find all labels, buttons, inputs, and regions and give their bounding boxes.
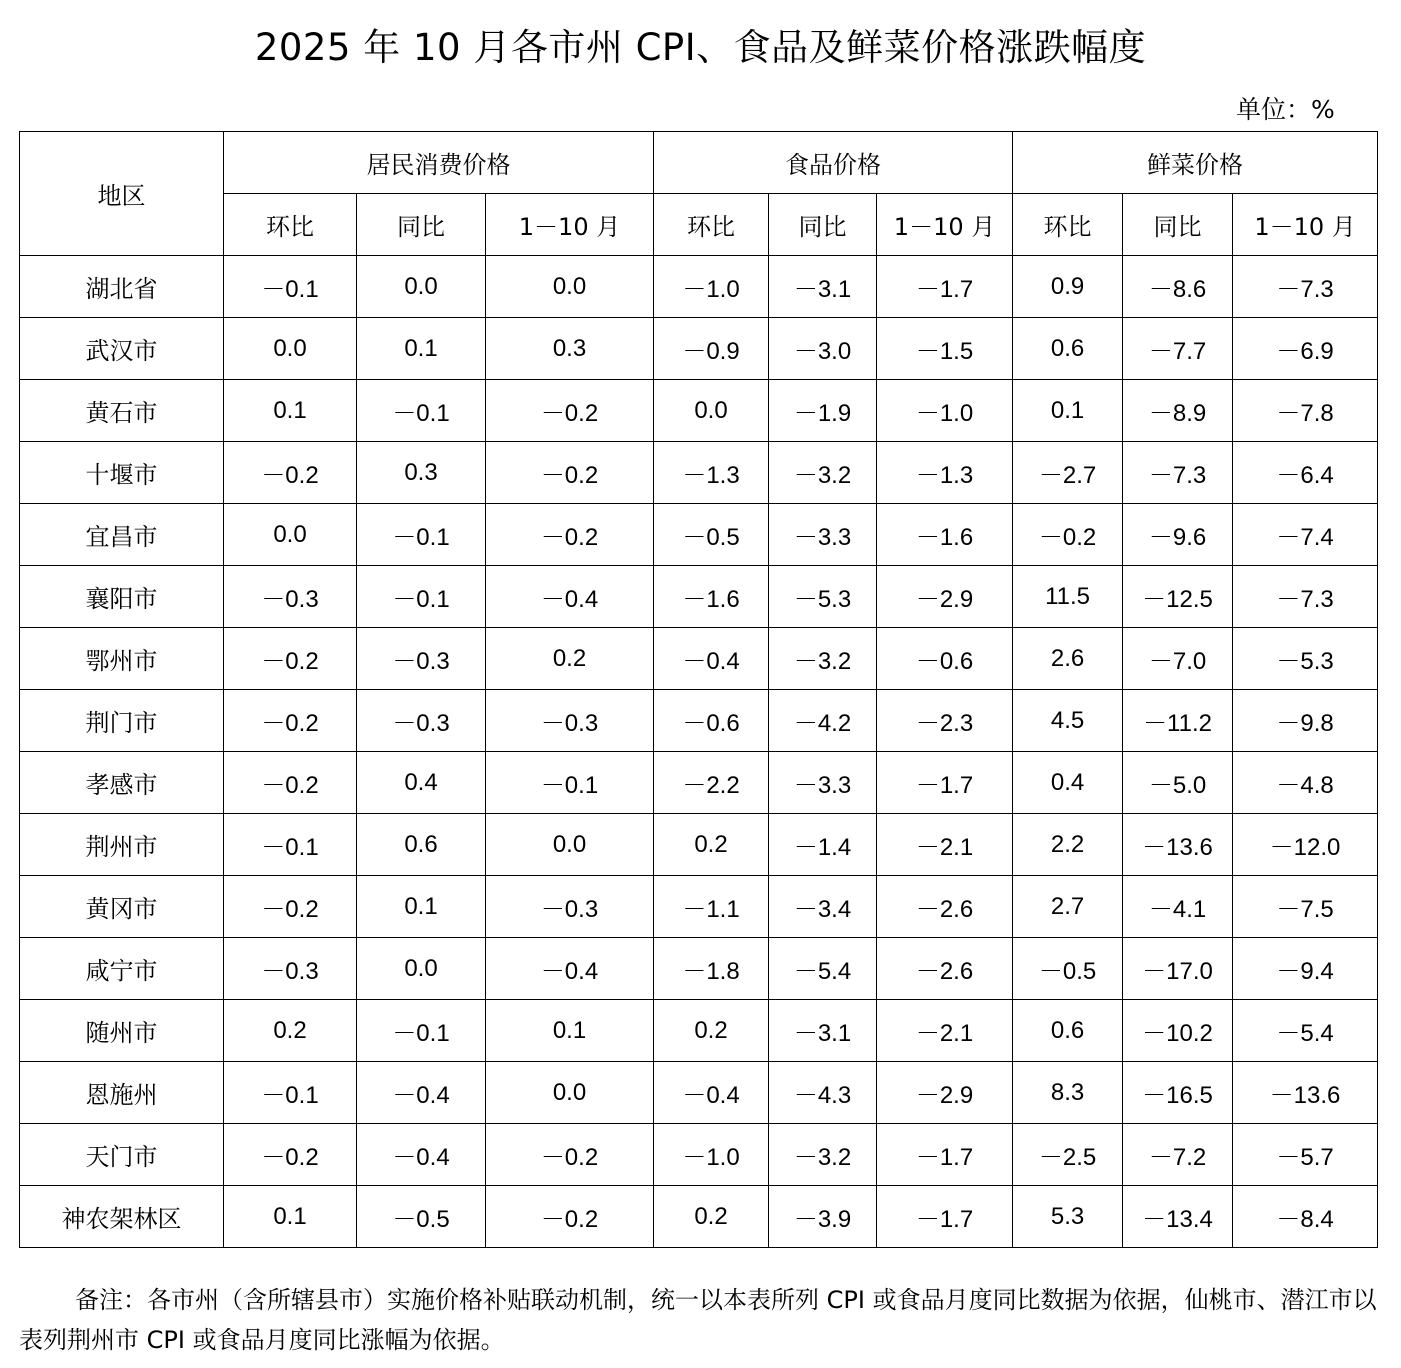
value-cell: －0.2 [1013, 504, 1123, 566]
value-cell: －0.3 [357, 690, 486, 752]
value-cell: 11.5 [1013, 566, 1123, 628]
subheader-mom: 环比 [224, 194, 357, 256]
subheader-ytd: 1－10 月 [877, 194, 1013, 256]
region-cell: 湖北省 [20, 256, 224, 318]
table-row [20, 1186, 1378, 1248]
value-cell: －5.0 [1123, 752, 1233, 814]
value-cell: 0.1 [224, 380, 357, 442]
value-cell: －12.5 [1123, 566, 1233, 628]
value-cell: －0.1 [357, 380, 486, 442]
value-cell: －5.4 [1233, 1000, 1378, 1062]
table-row [20, 876, 1378, 938]
value-cell: 0.0 [224, 504, 357, 566]
value-cell: －0.3 [224, 938, 357, 1000]
value-cell: －1.7 [877, 752, 1013, 814]
value-cell: －1.1 [654, 876, 769, 938]
value-cell: －0.2 [224, 442, 357, 504]
value-cell: －7.8 [1233, 380, 1378, 442]
value-cell: －0.1 [224, 1062, 357, 1124]
value-cell: －16.5 [1123, 1062, 1233, 1124]
value-cell: －0.2 [486, 1124, 654, 1186]
value-cell: 0.1 [1013, 380, 1123, 442]
value-cell: －7.7 [1123, 318, 1233, 380]
value-cell: 0.3 [486, 318, 654, 380]
value-cell: －7.0 [1123, 628, 1233, 690]
value-cell: －1.0 [877, 380, 1013, 442]
region-cell: 孝感市 [20, 752, 224, 814]
value-cell: －7.3 [1233, 256, 1378, 318]
value-cell: －0.2 [486, 504, 654, 566]
value-cell: 0.2 [224, 1000, 357, 1062]
value-cell: －8.9 [1123, 380, 1233, 442]
table-row [20, 1000, 1378, 1062]
value-cell: －6.9 [1233, 318, 1378, 380]
region-cell: 黄石市 [20, 380, 224, 442]
value-cell: 0.0 [486, 256, 654, 318]
table-row [20, 566, 1378, 628]
value-cell: －2.1 [877, 1000, 1013, 1062]
value-cell: －1.7 [877, 1124, 1013, 1186]
value-cell: －2.6 [877, 938, 1013, 1000]
value-cell: －8.4 [1233, 1186, 1378, 1248]
value-cell: －3.3 [769, 504, 877, 566]
value-cell: 0.1 [357, 876, 486, 938]
region-cell: 神农架林区 [20, 1186, 224, 1248]
table-row [20, 690, 1378, 752]
page-title: 2025 年 10 月各市州 CPI、食品及鲜菜价格涨跌幅度 [254, 26, 1147, 69]
table-body [20, 256, 1378, 1248]
region-cell: 咸宁市 [20, 938, 224, 1000]
value-cell: 2.2 [1013, 814, 1123, 876]
value-cell: －0.2 [224, 1124, 357, 1186]
value-cell: －7.2 [1123, 1124, 1233, 1186]
value-cell: －4.1 [1123, 876, 1233, 938]
value-cell: －13.6 [1123, 814, 1233, 876]
region-cell: 宜昌市 [20, 504, 224, 566]
value-cell: －1.7 [877, 256, 1013, 318]
value-cell: －3.4 [769, 876, 877, 938]
value-cell: －5.7 [1233, 1124, 1378, 1186]
value-cell: －7.3 [1123, 442, 1233, 504]
value-cell: －0.3 [486, 690, 654, 752]
value-cell: －3.9 [769, 1186, 877, 1248]
value-cell: －0.1 [357, 504, 486, 566]
footnote: 备注：各市州（含所辖县市）实施价格补贴联动机制，统一以本表所列 CPI 或食品月度同比数据为依据，仙桃市、潜江市以表列荆州市 CPI 或食品月度同比涨幅为依据。 [19, 1286, 1377, 1354]
value-cell: －0.2 [224, 752, 357, 814]
value-cell: －3.3 [769, 752, 877, 814]
value-cell: －2.9 [877, 1062, 1013, 1124]
value-cell: 0.6 [357, 814, 486, 876]
subheader-ytd: 1－10 月 [1233, 194, 1378, 256]
value-cell: 0.6 [1013, 1000, 1123, 1062]
table-row [20, 1062, 1378, 1124]
subheader-mom: 环比 [654, 194, 769, 256]
subheader-yoy: 同比 [1123, 194, 1233, 256]
value-cell: －0.1 [224, 256, 357, 318]
value-cell: －0.1 [224, 814, 357, 876]
value-cell: －0.4 [654, 1062, 769, 1124]
value-cell: 0.0 [654, 380, 769, 442]
value-cell: －0.4 [357, 1062, 486, 1124]
value-cell: －9.4 [1233, 938, 1378, 1000]
region-cell: 襄阳市 [20, 566, 224, 628]
group-header-vegetables: 鲜菜价格 [1013, 132, 1378, 194]
value-cell: 4.5 [1013, 690, 1123, 752]
value-cell: 0.2 [654, 814, 769, 876]
value-cell: 0.3 [357, 442, 486, 504]
value-cell: －0.1 [486, 752, 654, 814]
unit-label: 单位：% [1236, 95, 1335, 124]
table-row [20, 628, 1378, 690]
subheader-ytd: 1－10 月 [486, 194, 654, 256]
value-cell: －3.1 [769, 1000, 877, 1062]
value-cell: －0.3 [357, 628, 486, 690]
value-cell: 2.6 [1013, 628, 1123, 690]
value-cell: －3.2 [769, 628, 877, 690]
table-row [20, 1124, 1378, 1186]
region-cell: 荆门市 [20, 690, 224, 752]
value-cell: －7.4 [1233, 504, 1378, 566]
region-cell: 十堰市 [20, 442, 224, 504]
value-cell: －2.1 [877, 814, 1013, 876]
value-cell: －0.1 [357, 1000, 486, 1062]
value-cell: －0.2 [224, 628, 357, 690]
value-cell: －9.6 [1123, 504, 1233, 566]
value-cell: －2.5 [1013, 1124, 1123, 1186]
region-cell: 天门市 [20, 1124, 224, 1186]
subheader-yoy: 同比 [357, 194, 486, 256]
table-row [20, 256, 1378, 318]
value-cell: 0.1 [224, 1186, 357, 1248]
value-cell: 0.0 [486, 814, 654, 876]
value-cell: －1.3 [654, 442, 769, 504]
region-cell: 黄冈市 [20, 876, 224, 938]
value-cell: －0.5 [1013, 938, 1123, 1000]
value-cell: －1.6 [877, 504, 1013, 566]
value-cell: －0.9 [654, 318, 769, 380]
value-cell: －13.4 [1123, 1186, 1233, 1248]
table-row [20, 752, 1378, 814]
value-cell: 0.2 [654, 1186, 769, 1248]
region-cell: 恩施州 [20, 1062, 224, 1124]
value-cell: －8.6 [1123, 256, 1233, 318]
value-cell: －1.3 [877, 442, 1013, 504]
value-cell: －0.3 [224, 566, 357, 628]
value-cell: 0.2 [486, 628, 654, 690]
table-row [20, 938, 1378, 1000]
value-cell: －0.3 [486, 876, 654, 938]
value-cell: 0.4 [357, 752, 486, 814]
value-cell: －2.9 [877, 566, 1013, 628]
value-cell: －0.1 [357, 566, 486, 628]
value-cell: －1.7 [877, 1186, 1013, 1248]
value-cell: －1.0 [654, 256, 769, 318]
value-cell: 0.1 [486, 1000, 654, 1062]
value-cell: －4.3 [769, 1062, 877, 1124]
value-cell: －0.6 [654, 690, 769, 752]
value-cell: －11.2 [1123, 690, 1233, 752]
value-cell: －2.3 [877, 690, 1013, 752]
value-cell: －3.2 [769, 442, 877, 504]
region-header: 地区 [20, 132, 224, 256]
value-cell: －17.0 [1123, 938, 1233, 1000]
value-cell: 0.1 [357, 318, 486, 380]
value-cell: 5.3 [1013, 1186, 1123, 1248]
table-row [20, 504, 1378, 566]
value-cell: －12.0 [1233, 814, 1378, 876]
value-cell: －0.4 [357, 1124, 486, 1186]
value-cell: 0.6 [1013, 318, 1123, 380]
table-row [20, 318, 1378, 380]
value-cell: －3.1 [769, 256, 877, 318]
value-cell: －7.3 [1233, 566, 1378, 628]
value-cell: －1.4 [769, 814, 877, 876]
value-cell: －0.2 [224, 690, 357, 752]
value-cell: －1.9 [769, 380, 877, 442]
value-cell: －5.3 [769, 566, 877, 628]
value-cell: 0.4 [1013, 752, 1123, 814]
group-header-food: 食品价格 [654, 132, 1013, 194]
value-cell: 0.0 [486, 1062, 654, 1124]
value-cell: －10.2 [1123, 1000, 1233, 1062]
value-cell: －0.5 [357, 1186, 486, 1248]
value-cell: 0.0 [357, 938, 486, 1000]
region-cell: 荆州市 [20, 814, 224, 876]
subheader-mom: 环比 [1013, 194, 1123, 256]
value-cell: －3.0 [769, 318, 877, 380]
value-cell: －13.6 [1233, 1062, 1378, 1124]
value-cell: －0.4 [486, 566, 654, 628]
value-cell: －3.2 [769, 1124, 877, 1186]
value-cell: 0.9 [1013, 256, 1123, 318]
value-cell: －1.8 [654, 938, 769, 1000]
region-cell: 武汉市 [20, 318, 224, 380]
table-row [20, 442, 1378, 504]
value-cell: －1.0 [654, 1124, 769, 1186]
value-cell: －5.4 [769, 938, 877, 1000]
value-cell: －0.4 [486, 938, 654, 1000]
subheader-yoy: 同比 [769, 194, 877, 256]
value-cell: －0.5 [654, 504, 769, 566]
value-cell: 2.7 [1013, 876, 1123, 938]
value-cell: 0.0 [357, 256, 486, 318]
value-cell: －4.8 [1233, 752, 1378, 814]
value-cell: 8.3 [1013, 1062, 1123, 1124]
value-cell: －0.2 [486, 442, 654, 504]
value-cell: －2.2 [654, 752, 769, 814]
value-cell: 0.2 [654, 1000, 769, 1062]
group-header-cpi: 居民消费价格 [224, 132, 654, 194]
value-cell: －9.8 [1233, 690, 1378, 752]
value-cell: －1.6 [654, 566, 769, 628]
value-cell: －0.6 [877, 628, 1013, 690]
value-cell: －4.2 [769, 690, 877, 752]
value-cell: －1.5 [877, 318, 1013, 380]
value-cell: 0.0 [224, 318, 357, 380]
value-cell: －0.2 [486, 1186, 654, 1248]
region-cell: 鄂州市 [20, 628, 224, 690]
value-cell: －0.2 [486, 380, 654, 442]
value-cell: －0.4 [654, 628, 769, 690]
value-cell: －6.4 [1233, 442, 1378, 504]
region-cell: 随州市 [20, 1000, 224, 1062]
value-cell: －0.2 [224, 876, 357, 938]
value-cell: －5.3 [1233, 628, 1378, 690]
price-change-table [19, 131, 1378, 1248]
value-cell: －2.6 [877, 876, 1013, 938]
value-cell: －2.7 [1013, 442, 1123, 504]
table-row [20, 380, 1378, 442]
value-cell: －7.5 [1233, 876, 1378, 938]
table-row [20, 814, 1378, 876]
